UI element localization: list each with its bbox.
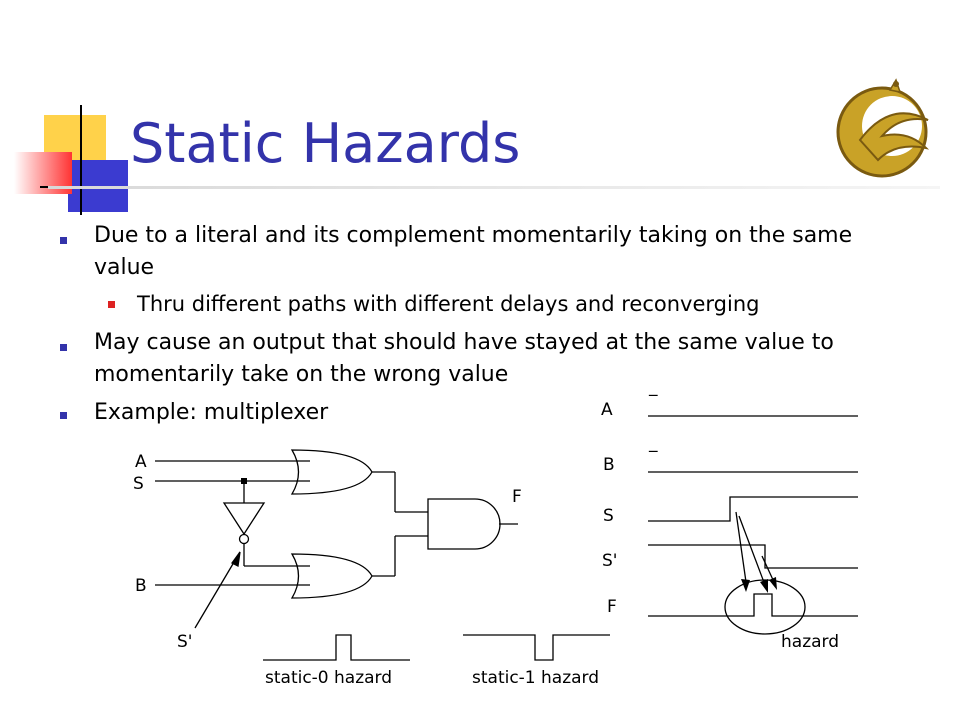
output-f-label: F <box>512 487 522 507</box>
hazard-label: hazard <box>781 632 840 652</box>
timing-a-bar-mark: _ <box>649 377 658 397</box>
timing-f-label: F <box>607 597 617 617</box>
s-prime-label: S' <box>177 632 193 652</box>
input-s-label: S <box>133 474 144 494</box>
static-1-caption: static-1 hazard <box>472 668 600 688</box>
timing-b-bar-mark: _ <box>649 433 658 453</box>
timing-b-label: B <box>603 455 615 475</box>
static-0-caption: static-0 hazard <box>265 668 393 688</box>
bullet-item: May cause an output that should have stayed at the same value to momentarily take on the wrong value <box>94 330 834 387</box>
timing-a-label: A <box>601 400 613 420</box>
timing-s-label: S <box>603 506 614 526</box>
sub-bullet-item: Thru different paths with different delays and reconverging <box>137 292 760 316</box>
bullet-item: Example: multiplexer <box>94 400 329 425</box>
input-a-label: A <box>135 452 147 472</box>
input-b-label: B <box>135 576 147 596</box>
timing-s-prime-label: S' <box>602 551 618 571</box>
bullet-item: Due to a literal and its complement momentarily taking on the same value <box>94 223 853 280</box>
slide-title: Static Hazards <box>130 112 521 175</box>
